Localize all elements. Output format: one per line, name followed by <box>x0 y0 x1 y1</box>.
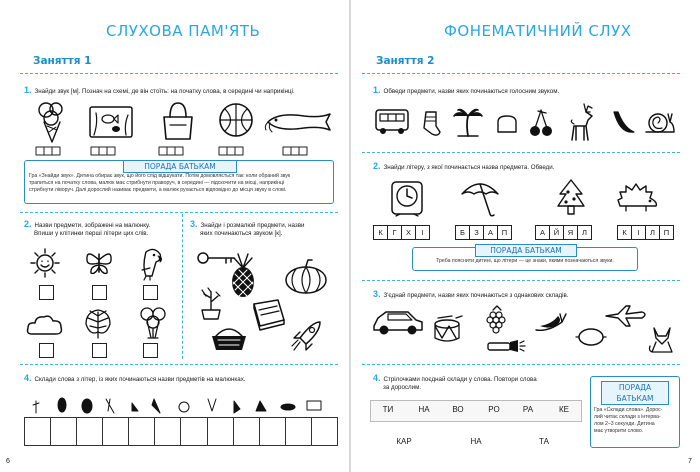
right-dashed-rule-4 <box>362 364 680 365</box>
task-text: Склади слова з літер, із яких починаються назви предметів на малюнках. <box>34 376 246 383</box>
tip-line-3: лом 2–3 секунди. Дитина <box>594 421 655 427</box>
answer-box[interactable] <box>143 343 158 358</box>
letter-group-2 <box>456 225 512 240</box>
left-page-title: СЛУХОВА ПАМ'ЯТЬ <box>106 22 261 40</box>
right-page-number: 7 <box>688 458 692 465</box>
letter-group-4 <box>618 225 674 240</box>
task-text: З'єднай предмети, назви яких починаються з однакових складів. <box>383 292 569 299</box>
left-task-4 <box>24 374 344 384</box>
letter-cell[interactable]: Л <box>577 225 592 240</box>
right-dashed-rule-top <box>362 73 680 74</box>
cloud-icon[interactable] <box>26 314 64 336</box>
christmas-tree-icon[interactable] <box>554 178 588 218</box>
letter-cell[interactable]: К <box>617 225 632 240</box>
left-dashed-divider <box>182 214 183 359</box>
task-number: 4. <box>24 373 32 383</box>
palm-icon[interactable] <box>452 106 484 138</box>
aquarium-icon[interactable] <box>88 103 134 139</box>
tip-line-1: Гра «Знайди звук». Дитина обирає звук, що його слід відшукати. Потім домовляється так: коли обраний звук <box>29 173 291 179</box>
task-text: Обведи предмети, назви яких починаються голосним звуком. <box>383 88 560 95</box>
tip-title: ПОРАДА БАТЬКАМ <box>475 244 577 257</box>
letter-cell[interactable]: І <box>415 225 430 240</box>
syllable[interactable]: РА <box>522 405 534 414</box>
sun-icon[interactable] <box>30 248 60 278</box>
bus-icon[interactable] <box>374 108 410 136</box>
task-number: 3. <box>373 289 381 299</box>
letter-cell[interactable]: П <box>659 225 674 240</box>
right-dashed-rule-3 <box>362 280 680 281</box>
hedgehog-icon[interactable] <box>616 184 660 214</box>
right-task-4 <box>373 374 588 392</box>
butterfly-icon[interactable] <box>84 248 114 276</box>
letter-cell[interactable]: Б <box>455 225 470 240</box>
tip-title: ПОРАДА БАТЬКАМ <box>601 381 669 405</box>
grid-cell[interactable] <box>286 418 312 445</box>
task-number: 1. <box>373 85 381 95</box>
left-task-1 <box>24 86 344 96</box>
bag-icon[interactable] <box>160 99 196 141</box>
parrot-icon[interactable] <box>136 246 166 280</box>
letter-cell[interactable]: П <box>497 225 512 240</box>
grid-cell[interactable] <box>25 418 51 445</box>
right-parent-tip <box>412 247 638 271</box>
tip-line-3: стрибнути ліворуч. Далі дорослий називає предмети, а малюк рухається відповідно до місця звуку в слові. <box>29 187 287 193</box>
answer-box[interactable] <box>92 343 107 358</box>
syllable[interactable]: КАР <box>396 437 412 446</box>
letter-group-1 <box>374 225 430 240</box>
syllable[interactable]: КЕ <box>559 405 569 414</box>
letter-cell[interactable]: А <box>535 225 550 240</box>
raspberry-icon[interactable] <box>484 304 510 334</box>
right-dashed-rule-2 <box>362 152 680 153</box>
clock-icon[interactable] <box>390 180 424 218</box>
left-lesson-heading: Заняття 1 <box>33 55 92 67</box>
task-text-2: яких починаються звуком [к]. <box>200 230 283 237</box>
catfish-icon[interactable] <box>264 110 334 134</box>
task-text: Назви предмети, зображені на малюнку. <box>34 222 151 229</box>
left-task-2 <box>24 220 182 238</box>
banana-icon[interactable] <box>610 108 636 138</box>
syllable[interactable]: ВО <box>452 405 464 414</box>
bread-icon[interactable] <box>496 114 518 134</box>
slug-icon[interactable] <box>532 310 568 334</box>
task-number: 2. <box>373 161 381 171</box>
grid-cell[interactable] <box>234 418 260 445</box>
book-icon[interactable] <box>250 298 288 328</box>
left-parent-tip <box>24 160 334 204</box>
grid-cell[interactable] <box>312 418 337 445</box>
letter-group-3 <box>536 225 592 240</box>
grid-cell[interactable] <box>51 418 77 445</box>
task-number: 1. <box>24 85 32 95</box>
syllable[interactable]: РО <box>488 405 500 414</box>
grid-cell[interactable] <box>155 418 181 445</box>
answer-box[interactable] <box>143 285 158 300</box>
right-task-2 <box>373 162 693 172</box>
cactus-pot-icon[interactable] <box>196 286 226 320</box>
task-text-2: за дорослим. <box>383 384 422 391</box>
right-task-1 <box>373 86 693 96</box>
fox-icon[interactable] <box>646 322 678 354</box>
letter-cell[interactable]: Г <box>387 225 402 240</box>
snail-icon[interactable] <box>644 110 676 136</box>
right-parent-tip-2 <box>590 376 680 448</box>
letter-cell[interactable]: Й <box>549 225 564 240</box>
task-number: 2. <box>24 219 32 229</box>
rocket-icon[interactable] <box>290 318 324 354</box>
task-text: Знайди літеру, з якої починається назва предмета. Обведи. <box>383 164 555 171</box>
cherry-icon[interactable] <box>528 108 554 138</box>
right-task-3 <box>373 290 693 300</box>
airplane-icon[interactable] <box>604 304 648 328</box>
left-dashed-rule-top <box>20 73 338 74</box>
tip-line-4: має утворити слово. <box>594 428 644 434</box>
task-number: 3. <box>190 219 198 229</box>
task-text: Стрілочками поєднай склади у слова. Повтори слова <box>383 376 537 383</box>
flowers-icon[interactable] <box>138 306 168 340</box>
grid-cell[interactable] <box>77 418 103 445</box>
tip-line-1: Треба пояснити дитині, що літери — це знаки, якими позначаються звуки. <box>436 258 614 264</box>
letter-cell[interactable]: Л <box>645 225 660 240</box>
left-task-3 <box>190 220 340 238</box>
lemon-icon[interactable] <box>576 326 606 348</box>
sound-scheme-row <box>36 146 336 156</box>
ice-cream-icon[interactable] <box>36 100 66 144</box>
grid-cell[interactable] <box>103 418 129 445</box>
task-text-2: Впиши у клітинки перші літери цих слів. <box>34 230 149 237</box>
grid-cell[interactable] <box>129 418 155 445</box>
umbrella-icon[interactable] <box>460 180 500 218</box>
page-divider <box>349 0 351 472</box>
flashlight-icon[interactable] <box>486 338 526 354</box>
tip-line-2: трапиться на початку слова, малюк має стрибнути праворуч, в середині — підскочити на місці, наприкінці <box>29 180 285 186</box>
grid-cell[interactable] <box>181 418 207 445</box>
answer-box[interactable] <box>39 343 54 358</box>
pineapple-icon[interactable] <box>226 252 260 300</box>
left-page-number: 6 <box>6 458 10 465</box>
left-dashed-rule-bottom <box>20 364 338 365</box>
answer-box[interactable] <box>92 285 107 300</box>
letter-cell[interactable]: З <box>469 225 484 240</box>
deer-icon[interactable] <box>566 102 598 142</box>
basket-icon[interactable] <box>210 326 248 352</box>
tip-title: ПОРАДА БАТЬКАМ <box>123 160 237 173</box>
tip-line-1: Гра «Склади слова». Дорос- <box>594 407 663 413</box>
grid-cell[interactable] <box>260 418 286 445</box>
pumpkin-icon[interactable] <box>284 258 328 294</box>
letter-answer-grid[interactable] <box>24 417 338 446</box>
letter-cell[interactable]: Х <box>401 225 416 240</box>
car-icon[interactable] <box>372 308 424 336</box>
grid-cell[interactable] <box>208 418 234 445</box>
letter-cell[interactable]: К <box>373 225 388 240</box>
syllable[interactable]: НА <box>418 405 430 414</box>
letter-cell[interactable]: Я <box>563 225 578 240</box>
ball-icon[interactable] <box>218 102 254 138</box>
small-pictures-row <box>24 395 336 415</box>
left-dashed-rule-mid <box>20 212 338 213</box>
syllable[interactable]: ТИ <box>382 405 394 414</box>
letter-cell[interactable]: А <box>483 225 498 240</box>
syllable[interactable]: ТА <box>539 437 549 446</box>
tip-line-2: лий читає склади з інтерва- <box>594 414 661 420</box>
answer-box[interactable] <box>39 285 54 300</box>
task-number: 4. <box>373 373 381 383</box>
syllable[interactable]: НА <box>470 437 482 446</box>
drum-icon[interactable] <box>432 316 462 344</box>
right-page-title: ФОНЕМАТИЧНИЙ СЛУХ <box>444 22 632 40</box>
leaf-icon[interactable] <box>84 308 112 340</box>
task-text: Знайди і розмалюй предмети, назви <box>200 222 305 229</box>
letter-cell[interactable]: І <box>631 225 646 240</box>
right-lesson-heading: Заняття 2 <box>376 55 435 67</box>
sock-icon[interactable] <box>420 110 442 138</box>
task-text: Знайди звук [м]. Познач на схемі, де він стоїть: на початку слова, в середині чи наприкінці. <box>34 88 295 95</box>
